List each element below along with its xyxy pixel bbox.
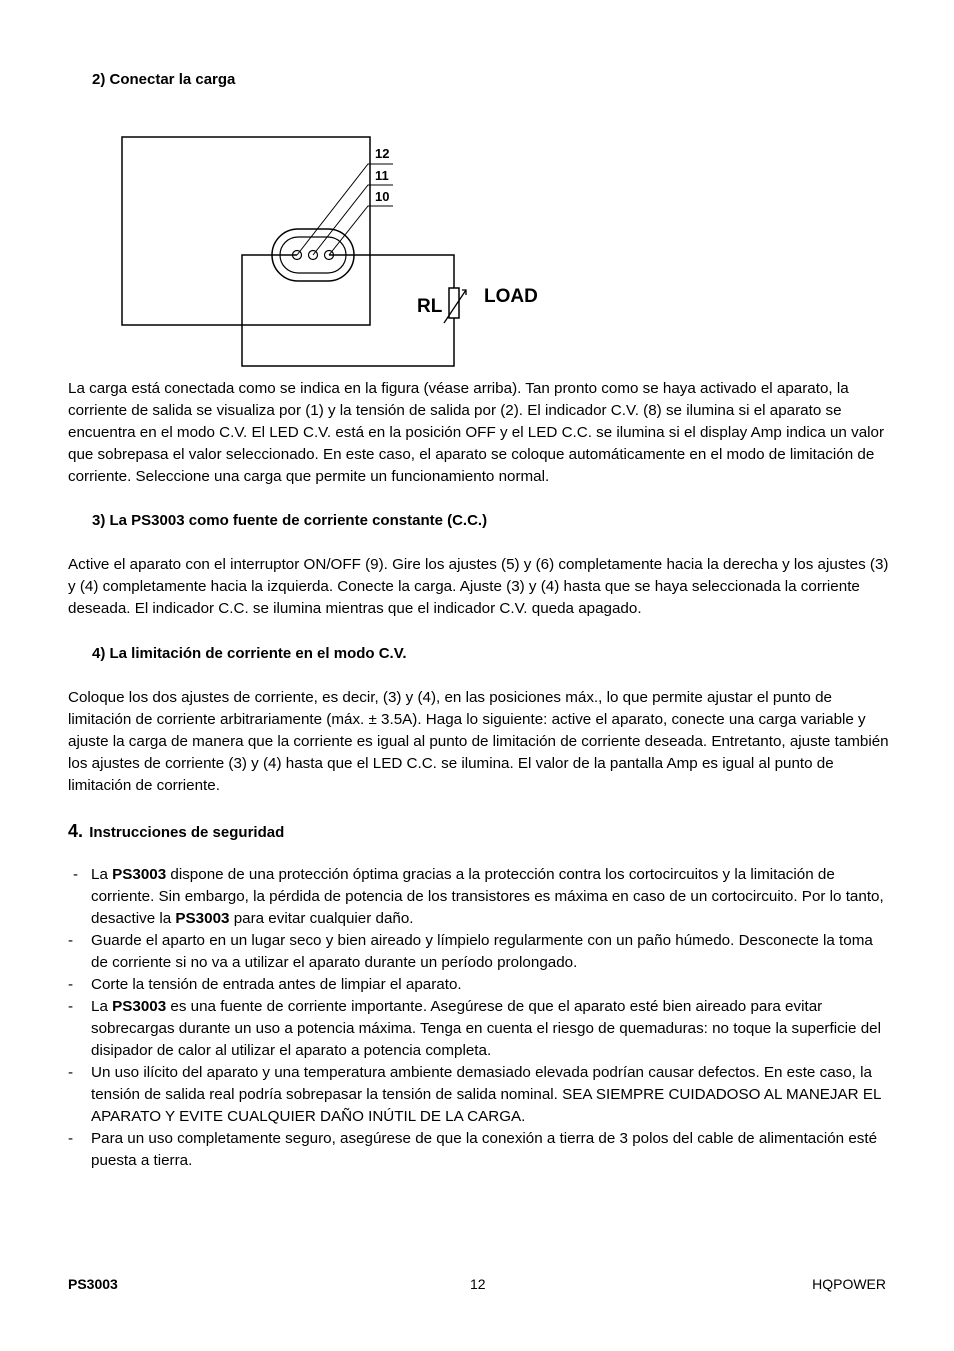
section-2-paragraph: La carga está conectada como se indica en la figura (véase arriba). Tan pronto como se haya activado el aparato, la corriente de salida se visualiza por (1) y la tensión de salida por (2). El indicador C.V. (8) se ilumina si el aparato se encuentra en el modo C.V. El LED C.V. está en la posición OFF y el LED C.C. se ilumina si el display Amp indica un valor que sobrepasa el valor seleccionado. En este caso, el aparato se coloque automáticamente en el modo de limitación de corriente. Seleccione una carga que permite un funcionamiento normal. bbox=[68, 380, 885, 485]
list-item: - Corte la tensión de entrada antes de limpiar el aparato. bbox=[68, 974, 893, 996]
bullet-dash: - bbox=[68, 976, 74, 993]
load-connection-diagram bbox=[0, 0, 600, 380]
list-item: - La PS3003 dispone de una protección óptima gracias a la protección contra los cortocircuitos y la limitación de corriente. Sin embargo, la pérdida de potencia de los transistores es máxima en caso de un cortocircuito. Por lo tanto, desactive la PS3003 para evitar cualquier daño. bbox=[73, 866, 884, 927]
safety-heading bbox=[68, 821, 284, 842]
footer-page-number: 12 bbox=[470, 1276, 486, 1292]
section-2-heading: 2) Conectar la carga bbox=[92, 71, 236, 88]
load-label: LOAD bbox=[484, 286, 538, 307]
bullet-dash: - bbox=[68, 932, 74, 949]
product-name: PS3003 bbox=[112, 866, 167, 883]
list-item: - Guarde el aparto en un lugar seco y bien aireado y límpielo regularmente con un paño húmedo. Desconecte la toma de corriente si no va a utilizar el aparato durante un período prolongado. bbox=[68, 932, 873, 971]
pin-label-10: 10 bbox=[375, 189, 390, 204]
list-item: - Para un uso completamente seguro, asegúrese de que la conexión a tierra de 3 polos del cable de alimentación esté puesta a tierra. bbox=[68, 1130, 878, 1169]
footer-brand: HQPOWER bbox=[812, 1276, 886, 1292]
product-name: PS3003 bbox=[175, 910, 230, 927]
section-4-paragraph: Coloque los dos ajustes de corriente, es decir, (3) y (4), en las posiciones máx., lo que permite ajustar el punto de limitación de corriente arbitrariamente (máx. ± 3.5A). Haga lo siguiente: active el aparato, conecte una carga variable y ajuste la carga de manera que la corriente es igual al punto de limitación de corriente deseada. Entretanto, ajuste también los ajustes de corriente (3) y (4) hasta que el LED C.C. se ilumina. El valor de la pantalla Amp es igual al punto de limitación de corriente. bbox=[68, 689, 889, 794]
section-3-heading: 3) La PS3003 como fuente de corriente constante (C.C.) bbox=[92, 512, 488, 529]
section-4-heading: 4) La limitación de corriente en el modo C.V. bbox=[92, 645, 407, 662]
product-name: PS3003 bbox=[112, 998, 167, 1015]
bullet-dash: - bbox=[73, 866, 79, 883]
list-item: - La PS3003 es una fuente de corriente importante. Asegúrese de que el aparato esté bien aireado para evitar sobrecargas durante un uso a potencia máxima. Tenga en cuenta el riesgo de quemaduras: no toque la superficie del disipador de calor al utilizar el aparato a potencia completa. bbox=[68, 998, 881, 1059]
rl-label: RL bbox=[417, 296, 443, 317]
pin-label-11: 11 bbox=[375, 168, 389, 183]
safety-title: Instrucciones de seguridad bbox=[89, 824, 285, 841]
safety-list bbox=[68, 864, 893, 1172]
safety-number: 4. bbox=[68, 821, 84, 841]
footer-model: PS3003 bbox=[68, 1276, 118, 1292]
bullet-dash: - bbox=[68, 998, 74, 1015]
pin-label-12: 12 bbox=[375, 146, 390, 161]
bullet-dash: - bbox=[68, 1064, 74, 1081]
list-item: - Un uso ilícito del aparato y una temperatura ambiente demasiado elevada podrían causar defectos. En este caso, la tensión de salida real podría sobrepasar la tensión de salida nominal. SEA SIEMPRE CUIDADOSO AL MANEJAR EL APARATO Y EVITE CUALQUIER DAÑO INÚTIL DE LA CARGA. bbox=[68, 1064, 881, 1125]
bullet-dash: - bbox=[68, 1130, 74, 1147]
power-supply-outline bbox=[122, 137, 370, 325]
section-3-paragraph: Active el aparato con el interruptor ON/OFF (9). Gire los ajustes (5) y (6) completamente hacia la derecha y los ajustes (3) y (4) completamente hacia la izquierda. Conecte la carga. Ajuste (3) y (4) hasta que se haya seleccionada la corriente deseada. El indicador C.C. se ilumina mientras que el indicador C.V. queda apagado. bbox=[68, 556, 889, 617]
